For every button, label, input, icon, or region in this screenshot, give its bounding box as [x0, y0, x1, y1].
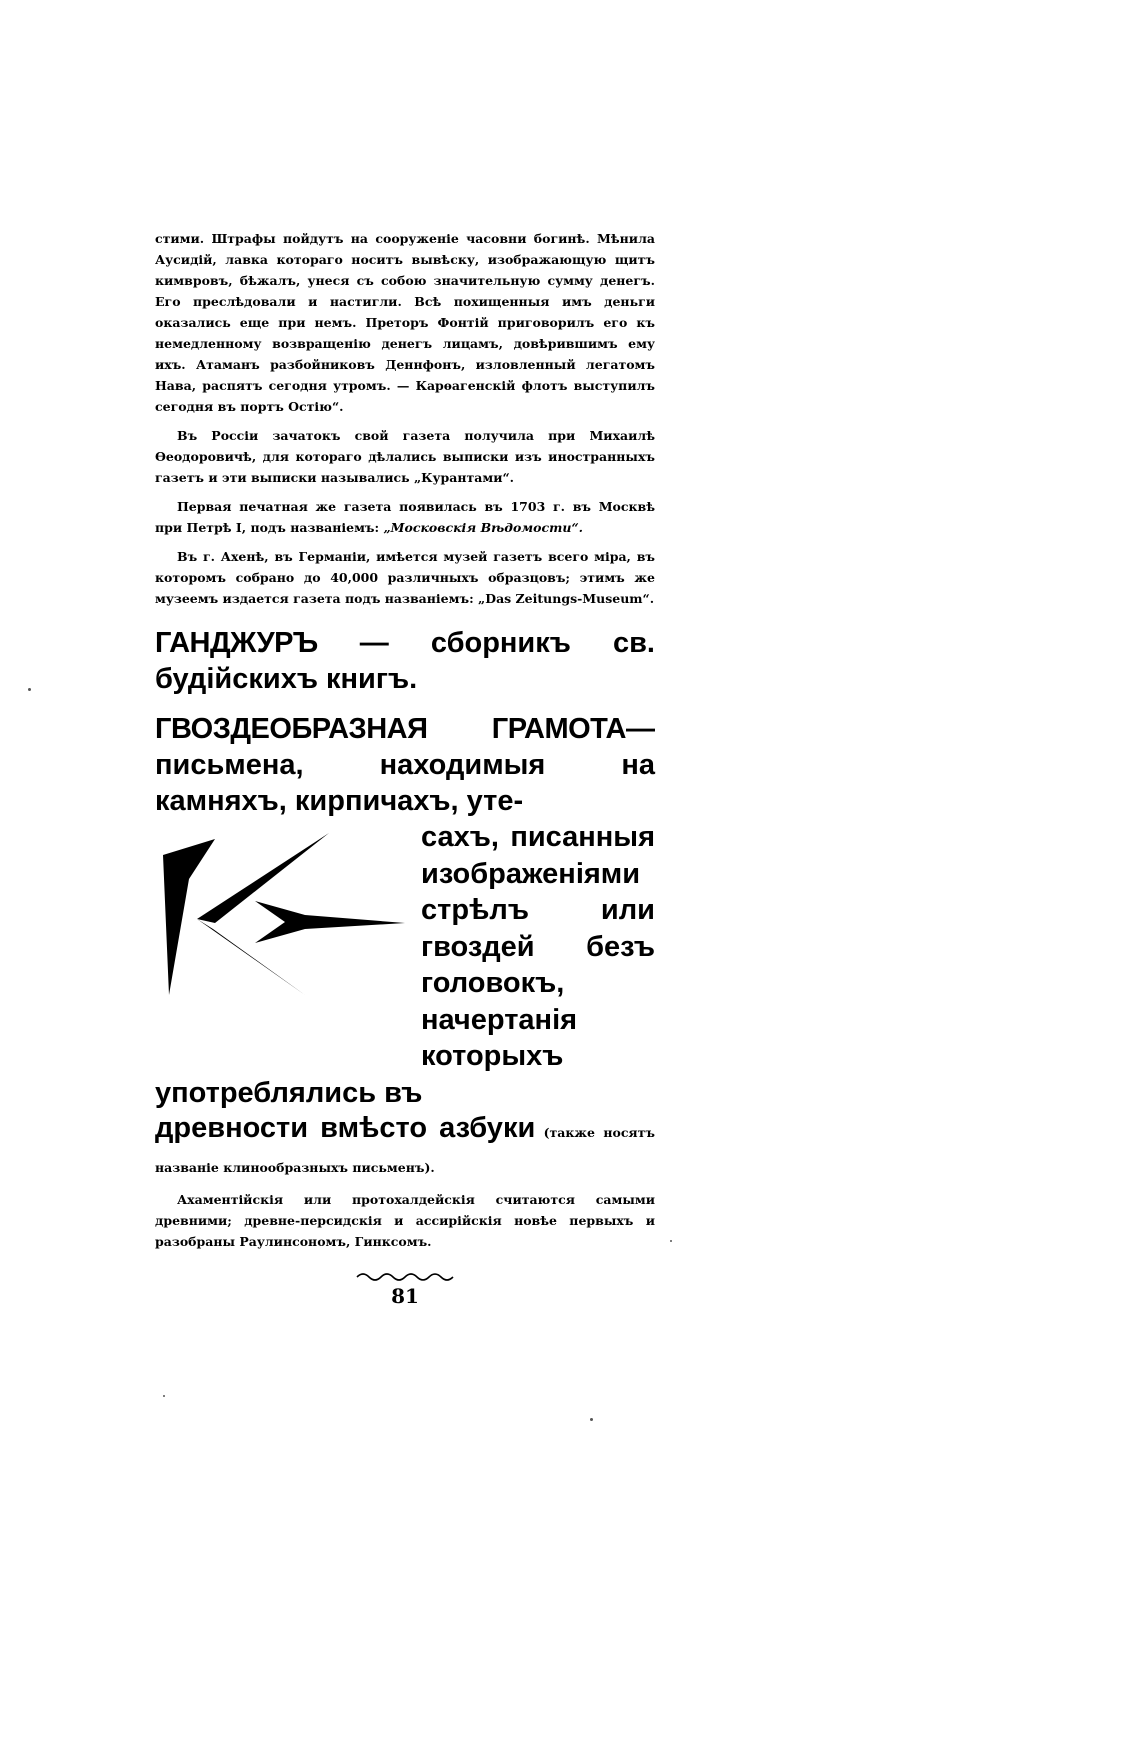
horizontal-wedge-shape [255, 901, 405, 943]
first-newspaper-text: Первая печатная же газета появилась въ 1703 г. въ Москвѣ при Петрѣ I, подъ названіемъ: [155, 499, 655, 535]
scan-speck [590, 1418, 593, 1421]
entry-definition-cuneiform-1: —письмена, находимыя на камняхъ, кирпичахъ, уте- [155, 713, 655, 817]
entry-ganjur [155, 625, 655, 697]
page-number: 81 [391, 1284, 419, 1308]
scan-speck [163, 1395, 165, 1397]
paragraph-russia: Въ Россіи зачатокъ свой газета получила при Михаилѣ Ѳеодоровичѣ, для котораго дѣлались выписки изъ иностранныхъ газетъ и эти выписки назывались „Курантами“. [155, 428, 655, 485]
entry-cuneiform-heading [155, 711, 655, 819]
entry-term-cuneiform: ГВОЗДЕОБРАЗНАЯ ГРАМОТА [155, 713, 626, 745]
book-page [155, 228, 655, 1308]
paragraph-cuneiform-kinds: Ахаментійскія или протохалдейскія считаются самыми древними; древне-персидскія и ассирійскія новѣе первыхъ и разобраны Раулинсономъ, Гинксомъ. [155, 1192, 655, 1249]
entry-definition-cuneiform-3-line [155, 1113, 655, 1183]
newspaper-title: „Московскія Вѣдомости“. [383, 520, 583, 535]
entry-note-cuneiform: (также носятъ названіе клинообразныхъ письменъ). [155, 1125, 655, 1175]
paragraph-aachen-museum: Въ г. Ахенѣ, въ Германіи, имѣется музей газетъ всего міра, въ которомъ собрано до 40,000 различныхъ образцовъ; этимъ же музеемъ издается газета подъ названіемъ: „Das Zeitungs-Museum“. [155, 549, 655, 606]
paragraph-first-newspaper [155, 496, 655, 538]
scan-speck [670, 1240, 672, 1242]
paragraph-news-text: стими. Штрафы пойдутъ на сооруженіе часовни богинѣ. Мѣнила Аусидій, лавка котораго носитъ вывѣску, изображающую щитъ кимвровъ, бѣжалъ, унеся съ собою значительную сумму денегъ. Его преслѣдовали и настигли. Всѣ похищенныя имъ деньги оказались еще при немъ. Преторъ Фонтій приговорилъ его къ немедленному возвращенію денегъ лицамъ, довѣрившимъ ему ихъ. Атаманъ разбойниковъ Деннфонъ, изловленный легатомъ Нава, распятъ сегодня утромъ. — Карѳагенскій флотъ выступилъ сегодня въ портъ Остію“. [155, 231, 655, 414]
wavy-ornament [355, 1270, 455, 1284]
entry-definition-cuneiform-2: сахъ, писанныя изображеніями стрѣлъ или гвоздей безъ головокъ, начертанія которыхъ употреблялись въ [155, 821, 655, 1109]
chevron-upper-arm [197, 833, 329, 923]
entry-term-ganjur: ГАНДЖУРЪ [155, 627, 318, 659]
entry-definition-ganjur: — сборникъ св. будійскихъ книгъ. [155, 627, 655, 695]
entry-definition-cuneiform-3: древности вмѣсто азбуки [155, 1112, 536, 1144]
entry-cuneiform [155, 711, 655, 1252]
cuneiform-sign-illustration [155, 819, 413, 1049]
scan-speck [28, 688, 31, 691]
